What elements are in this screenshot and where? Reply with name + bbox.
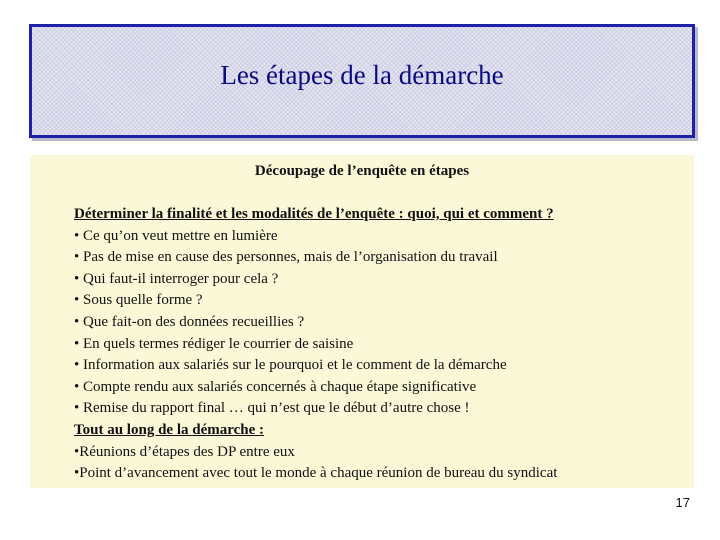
section-heading-finalite: Déterminer la finalité et les modalités de l’enquête : quoi, qui et comment ? [74,206,554,222]
bullet-item: • Compte rendu aux salariés concernés à chaque étape significative [74,378,477,395]
bullet-item: • Sous quelle forme ? [74,292,203,309]
bullet-item: • Que fait-on des données recueillies ? [74,313,305,330]
slide-title: Les étapes de la démarche [220,59,504,90]
bullet-item: • Information aux salariés sur le pourquoi et le comment de la démarche [74,357,507,374]
bullet-item: •Réunions d’étapes des DP entre eux [74,443,295,460]
content-panel [30,155,694,488]
content-subtitle: Découpage de l’enquête en étapes [254,163,470,179]
content-lines [74,204,688,485]
bullet-item: • Ce qu’on veut mettre en lumière [74,227,278,244]
page-number: 17 [675,495,690,510]
bullet-item: • Qui faut-il interroger pour cela ? [74,270,279,287]
bullet-item: • En quels termes rédiger le courrier de saisine [74,335,354,352]
bullet-item: • Remise du rapport final … qui n’est que le début d’autre chose ! [74,400,470,417]
section-heading-tout-au-long: Tout au long de la démarche : [74,421,265,438]
title-banner [29,24,695,138]
bullet-item: •Point d’avancement avec tout le monde à chaque réunion de bureau du syndicat [74,465,558,482]
bullet-item: • Pas de mise en cause des personnes, mais de l’organisation du travail [74,249,498,266]
